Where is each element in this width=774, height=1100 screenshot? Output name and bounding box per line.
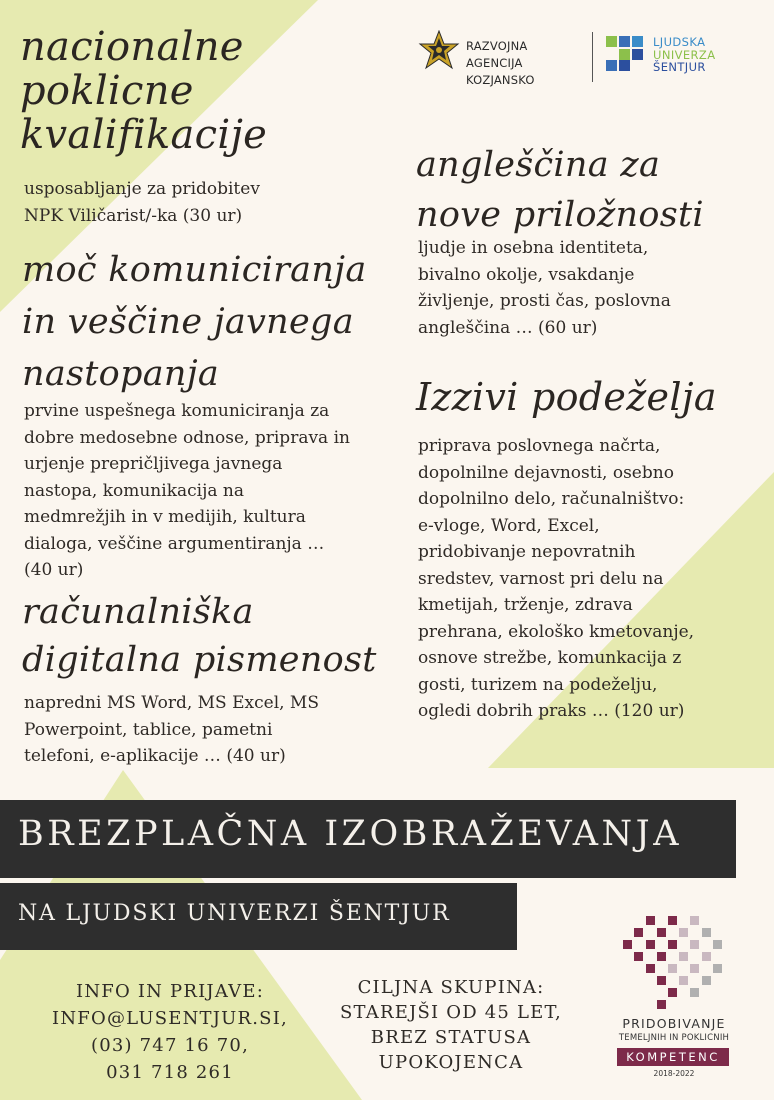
info-block	[20, 978, 320, 1086]
title-line: nacionalne	[20, 24, 244, 70]
course-desc-digitalna	[24, 690, 319, 770]
target-line: BREZ STATUSA	[370, 1027, 532, 1048]
desc-line: prvine uspešnega komuniciranja za	[24, 401, 330, 421]
course-desc-anglescina	[418, 235, 671, 341]
desc-line: osnove strežbe, komunkacija z	[418, 648, 682, 668]
kompetenc-years: 2018-2022	[653, 1069, 695, 1078]
kompetenc-line-1: PRIDOBIVANJE	[622, 1016, 726, 1031]
desc-line: usposabljanje za pridobitev	[24, 179, 260, 199]
course-desc-podezelje	[418, 433, 694, 725]
title-line: poklicne	[20, 68, 194, 114]
desc-line: NPK Viličarist/-ka (30 ur)	[24, 205, 243, 226]
course-title-komunikacija	[22, 244, 367, 400]
desc-line: dopolnilne dejavnosti, osebno	[418, 462, 674, 483]
course-title-npk	[20, 25, 267, 157]
course-desc-npk	[24, 176, 260, 229]
desc-line: telefoni, e-aplikacije … (40 ur)	[24, 746, 286, 766]
title-line: nastopanja	[22, 354, 220, 394]
desc-line: kmetijah, trženje, zdrava	[418, 595, 633, 615]
ra-line-2: KOZJANSKO	[466, 73, 535, 87]
title-line: računalniška	[22, 592, 254, 632]
desc-line: (40 ur)	[24, 560, 84, 580]
desc-line: prehrana, ekološko kmetovanje,	[418, 621, 695, 642]
course-title-digitalna	[22, 588, 377, 684]
desc-line: bivalno okolje, vsakdanje	[418, 264, 635, 285]
desc-line: dialoga, veščine argumentiranja …	[24, 533, 325, 554]
ra-text	[466, 38, 578, 89]
lu-text	[653, 36, 715, 74]
title-line: Izzivi podeželja	[416, 375, 717, 419]
lu-line-3: ŠENTJUR	[653, 60, 706, 74]
target-line: CILJNA SKUPINA:	[357, 977, 545, 998]
desc-line: dopolnilno delo, računalništvo:	[418, 489, 685, 509]
title-line: kvalifikacije	[20, 112, 268, 158]
ljudska-univerza-logo	[606, 36, 736, 82]
desc-line: angleščina … (60 ur)	[418, 317, 598, 338]
sub-banner-text: NA LJUDSKI UNIVERZI ŠENTJUR	[18, 901, 451, 926]
squares-emblem-icon	[606, 36, 646, 72]
desc-line: Powerpoint, tablice, pametni	[24, 719, 273, 740]
info-mobile[interactable]: 031 718 261	[106, 1062, 234, 1083]
lu-line-2: UNIVERZA	[653, 47, 716, 62]
target-line: STAREJŠI OD 45 LET,	[340, 1002, 562, 1023]
title-line: in veščine javnega	[22, 302, 354, 342]
desc-line: sredstev, varnost pri delu na	[418, 568, 664, 589]
desc-line: ogledi dobrih praks … (120 ur)	[418, 701, 685, 721]
kompetenc-line-2: TEMELJNIH IN POKLICNIH	[618, 1033, 730, 1043]
kompetenc-logo	[612, 912, 736, 1082]
main-banner-text: BREZPLAČNA IZOBRAŽEVANJA	[18, 814, 682, 854]
title-line: moč komuniciranja	[22, 250, 367, 290]
desc-line: dobre medosebne odnose, priprava in	[24, 427, 350, 448]
course-title-anglescina	[416, 140, 704, 240]
desc-line: gosti, turizem na podeželju,	[418, 674, 658, 695]
lu-line-1: LJUDSKA	[653, 35, 706, 49]
info-heading: INFO IN PRIJAVE:	[76, 981, 264, 1002]
desc-line: ljudje in osebna identiteta,	[418, 238, 649, 258]
kompetenc-badge: KOMPETENC	[617, 1048, 729, 1066]
desc-line: priprava poslovnega načrta,	[418, 436, 661, 456]
logo-divider	[592, 32, 593, 82]
course-title-podezelje	[416, 372, 717, 422]
title-line: angleščina za	[416, 145, 661, 185]
title-line: digitalna pismenost	[22, 640, 377, 680]
target-line: UPOKOJENCA	[378, 1052, 524, 1073]
razvojna-agencija-logo	[418, 30, 578, 87]
info-phone[interactable]: (03) 747 16 70,	[90, 1035, 249, 1056]
desc-line: urjenje prepričljivega javnega	[24, 454, 283, 474]
main-banner	[0, 800, 736, 878]
target-group-block	[326, 975, 576, 1075]
title-line: nove priložnosti	[416, 195, 704, 235]
sub-banner	[0, 883, 517, 950]
desc-line: nastopa, komunikacija na	[24, 480, 244, 501]
desc-line: življenje, prosti čas, poslovna	[418, 291, 671, 311]
desc-line: pridobivanje nepovratnih	[418, 542, 636, 562]
desc-line: e-vloge, Word, Excel,	[418, 515, 600, 536]
course-desc-komunikacija	[24, 398, 350, 584]
ra-line-1: RAZVOJNA AGENCIJA	[466, 39, 528, 70]
desc-line: napredni MS Word, MS Excel, MS	[24, 693, 319, 713]
pixel-pattern-icon	[612, 912, 736, 1012]
info-email[interactable]: INFO@LUSENTJUR.SI,	[52, 1008, 288, 1029]
star-emblem-icon	[418, 30, 460, 76]
desc-line: medmrežjih in v medijih, kultura	[24, 507, 306, 527]
